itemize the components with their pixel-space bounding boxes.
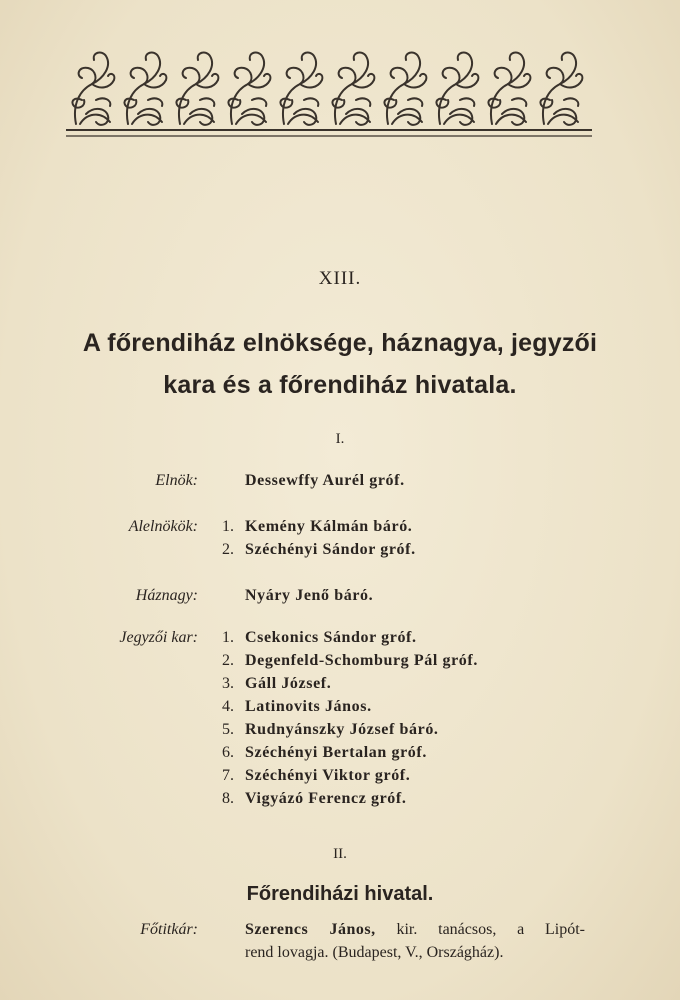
list-number: 4. — [222, 698, 234, 715]
president-name: Dessewffy Aurél gróf. — [245, 472, 405, 489]
secretary-name: Szerencs János, — [245, 921, 376, 938]
notary-name: Csekonics Sándor gróf. — [245, 629, 417, 646]
title-line-2: kara és a főrendiház hivatala. — [163, 371, 517, 399]
list-number: 6. — [222, 744, 234, 761]
steward-name: Nyáry Jenő báró. — [245, 587, 374, 604]
vice-president-name: Széchényi Sándor gróf. — [245, 541, 416, 558]
secretary-address: rend lovagja. (Budapest, V., Országház). — [245, 944, 504, 961]
vice-president-name: Kemény Kálmán báró. — [245, 518, 413, 535]
president-label: Elnök: — [155, 472, 198, 489]
list-number: 1. — [222, 629, 234, 646]
steward-label: Háznagy: — [135, 587, 198, 604]
list-number: 7. — [222, 767, 234, 784]
section-numeral-1: I. — [335, 431, 345, 447]
section-numeral-2: II. — [333, 846, 347, 862]
vice-presidents-label: Alelnökök: — [128, 518, 198, 535]
notary-name: Rudnyánszky József báró. — [245, 721, 439, 738]
notary-name: Széchényi Bertalan gróf. — [245, 744, 427, 761]
notary-name: Latinovits János. — [245, 698, 372, 715]
notaries-label: Jegyzői kar: — [119, 629, 198, 646]
notary-name: Degenfeld-Schomburg Pál gróf. — [245, 652, 478, 669]
secretary-entry — [245, 918, 585, 964]
secretary-label: Főtitkár: — [140, 921, 198, 938]
section-heading: Főrendiházi hivatal. — [246, 883, 434, 905]
secretary-title: kir. tanácsos, a Lipót- — [396, 921, 586, 938]
page-title — [0, 322, 680, 406]
leaf-frieze-icon — [66, 44, 592, 140]
list-number: 2. — [222, 541, 234, 558]
list-number: 1. — [222, 518, 234, 535]
list-number: 2. — [222, 652, 234, 669]
title-line-1: A főrendiház elnöksége, háznagya, jegyzői — [82, 329, 598, 357]
notary-name: Széchényi Viktor gróf. — [245, 767, 411, 784]
list-number: 8. — [222, 790, 234, 807]
notary-name: Gáll József. — [245, 675, 332, 692]
list-number: 3. — [222, 675, 234, 692]
notary-name: Vigyázó Ferencz gróf. — [245, 790, 407, 807]
chapter-number: XIII. — [318, 268, 362, 289]
list-number: 5. — [222, 721, 234, 738]
